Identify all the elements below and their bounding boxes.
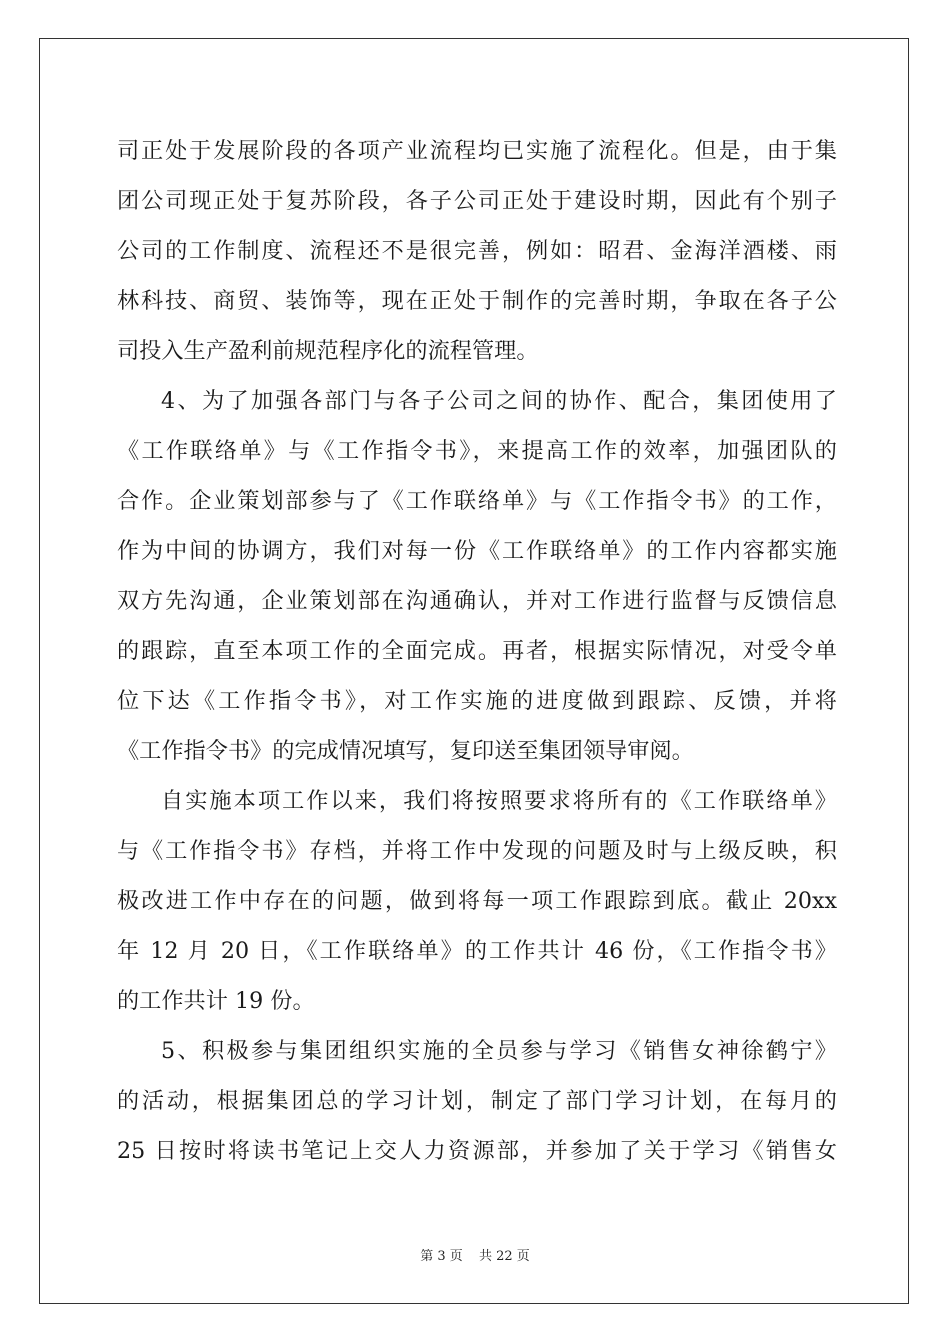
text-line: 5、积极参与集团组织实施的全员参与学习《销售女神徐鹤宁》 [161, 1038, 837, 1064]
text-line: 《工作联络单》与《工作指令书》，来提高工作的效率，加强团队的 [117, 438, 837, 464]
text-line: 位下达《工作指令书》，对工作实施的进度做到跟踪、反馈，并将 [117, 688, 837, 714]
text-line: 的活动，根据集团总的学习计划，制定了部门学习计划，在每月的 [117, 1088, 837, 1114]
text-line: 自实施本项工作以来，我们将按照要求将所有的《工作联络单》 [161, 788, 837, 814]
text-line: 4、为了加强各部门与各子公司之间的协作、配合，集团使用了 [161, 388, 837, 414]
text-line: 司正处于发展阶段的各项产业流程均已实施了流程化。但是，由于集 [117, 138, 837, 164]
text-line: 团公司现正处于复苏阶段，各子公司正处于建设时期，因此有个别子 [117, 188, 837, 214]
text-line: 林科技、商贸、装饰等，现在正处于制作的完善时期，争取在各子公 [117, 288, 837, 314]
text-line: 极改进工作中存在的问题，做到将每一项工作跟踪到底。截止 20xx [117, 888, 837, 914]
text-line: 合作。企业策划部参与了《工作联络单》与《工作指令书》的工作， [117, 488, 837, 514]
page-footer [0, 1245, 950, 1264]
text-line: 与《工作指令书》存档，并将工作中发现的问题及时与上级反映，积 [117, 838, 837, 864]
document-body [117, 126, 837, 1176]
text-line: 年 12 月 20 日，《工作联络单》的工作共计 46 份，《工作指令书》 [117, 938, 837, 964]
text-line: 的跟踪，直至本项工作的全面完成。再者，根据实际情况，对受令单 [117, 638, 837, 664]
text-line: 《工作指令书》的完成情况填写，复印送至集团领导审阅。 [117, 738, 694, 764]
text-line: 双方先沟通，企业策划部在沟通确认，并对工作进行监督与反馈信息 [117, 588, 837, 614]
page-number: 第 3 页 [420, 1249, 463, 1264]
text-line: 25 日按时将读书笔记上交人力资源部，并参加了关于学习《销售女 [117, 1138, 837, 1164]
text-line: 的工作共计 19 份。 [117, 988, 315, 1014]
text-line: 作为中间的协调方，我们对每一份《工作联络单》的工作内容都实施 [117, 538, 837, 564]
text-line: 公司的工作制度、流程还不是很完善，例如：昭君、金海洋酒楼、雨 [117, 238, 837, 264]
total-pages: 共 22 页 [478, 1249, 530, 1264]
text-line: 司投入生产盈利前规范程序化的流程管理。 [117, 338, 539, 364]
